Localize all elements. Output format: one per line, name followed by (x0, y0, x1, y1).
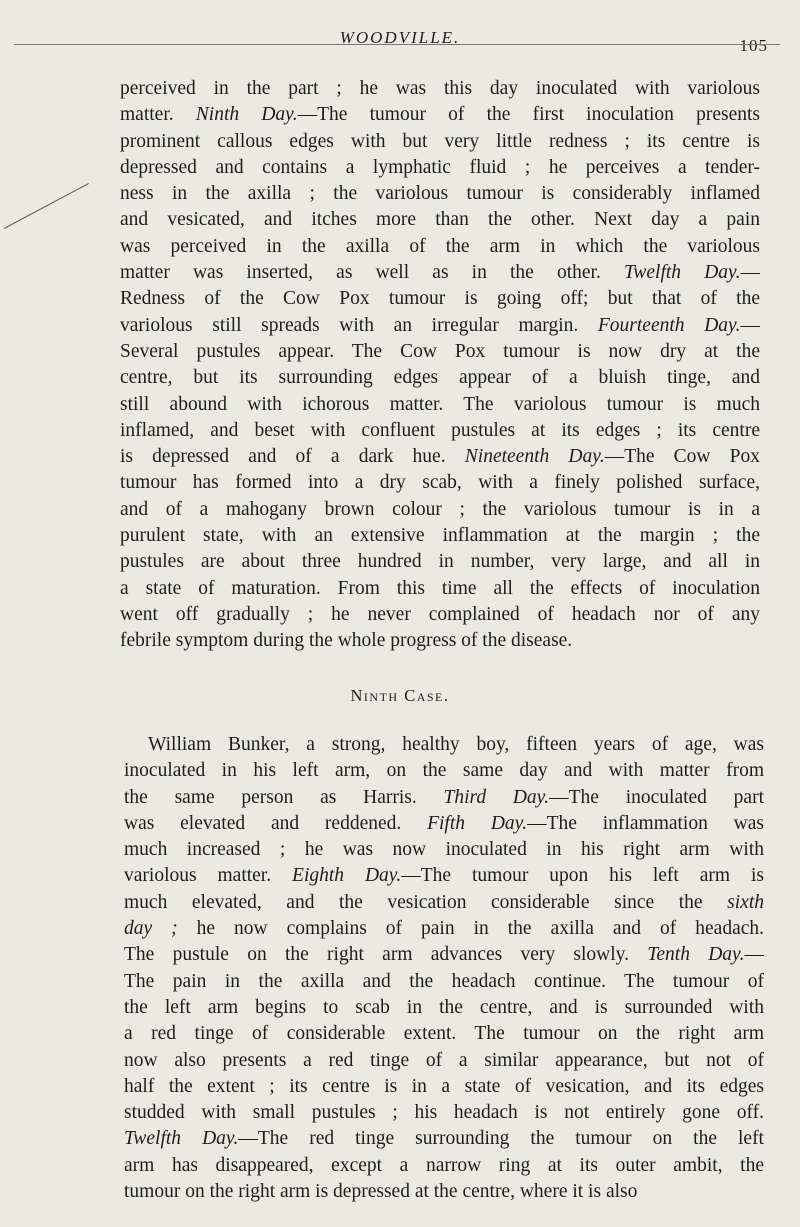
text-span: arm has disappeared, except a narrow ring at its outer ambit, the (124, 1154, 764, 1176)
running-title: WOODVILLE. (339, 28, 461, 47)
text-line (120, 155, 760, 181)
text-line (120, 260, 760, 286)
text-span: Fourteenth Day. (597, 314, 741, 336)
text-line (124, 995, 764, 1021)
text-line (124, 1074, 764, 1100)
text-line (120, 129, 760, 155)
text-span: still abound with ichorous matter. The variolous tumour is much (120, 393, 760, 415)
text-span: tumour on the right arm is depressed at the centre, where it is also (124, 1181, 638, 1203)
text-span: Tenth Day. (647, 944, 745, 966)
text-span: —The inflammation was (527, 812, 764, 834)
text-line (120, 523, 760, 549)
section-heading-text: Ninth Case. (350, 686, 450, 705)
text-span: a state of maturation. From this time all the effects of inoculation (120, 577, 760, 599)
text-span: now also presents a red tinge of a similar appearance, but not of (124, 1049, 764, 1071)
text-line (120, 628, 760, 654)
text-line (124, 811, 764, 837)
text-span: — (740, 262, 760, 284)
text-span: studded with small pustules ; his headach is not entirely gone off. (124, 1102, 764, 1124)
text-span: variolous matter. (124, 865, 293, 887)
text-span: William Bunker, a strong, healthy boy, fifteen years of age, was (148, 734, 764, 755)
text-span: and vesicated, and itches more than the other. Next day a pain (120, 209, 760, 231)
paragraph-continuation (120, 76, 760, 655)
text-span: Fifth Day. (427, 812, 528, 834)
text-span: —The tumour of the first inoculation presents (297, 104, 760, 126)
text-line (120, 76, 760, 102)
text-line (124, 942, 764, 968)
text-span: matter. (120, 104, 196, 126)
text-span: much elevated, and the vesication considerable since the (124, 891, 728, 913)
text-span: much increased ; he was now inoculated in his right arm with (124, 839, 764, 861)
text-span: he now complains of pain in the axilla and of headach. (177, 918, 764, 940)
text-span: —The red tinge surrounding the tumour on the left (238, 1128, 764, 1150)
text-span: purulent state, with an extensive inflammation at the margin ; the (120, 525, 760, 547)
text-span: went off gradually ; he never complained of headach nor of any (120, 603, 760, 625)
page-number: 105 (739, 36, 768, 55)
text-line (120, 207, 760, 233)
text-span: a red tinge of considerable extent. The tumour on the right arm (124, 1023, 764, 1045)
text-line (120, 444, 760, 470)
text-span: Ninth Day. (195, 104, 298, 126)
text-span: Twelfth Day. (124, 1128, 239, 1150)
text-span: febrile symptom during the whole progress of the disease. (120, 630, 573, 652)
text-line (124, 837, 764, 863)
text-line (124, 732, 764, 758)
text-line (124, 758, 764, 784)
text-line (120, 365, 760, 391)
text-span: half the extent ; its centre is in a state of vesication, and its edges (124, 1075, 764, 1097)
text-span: variolous still spreads with an irregular margin. (120, 314, 598, 336)
text-span: Third Day. (443, 786, 550, 808)
text-span: prominent callous edges with but very little redness ; its centre is (120, 130, 760, 152)
text-span: Redness of the Cow Pox tumour is going off; but that of the (120, 288, 760, 310)
text-span: —The Cow Pox (604, 446, 760, 468)
text-line (120, 102, 760, 128)
text-span: Eighth Day. (292, 865, 402, 887)
text-span: —The inoculated part (549, 786, 764, 808)
text-line (124, 969, 764, 995)
text-span: the same person as Harris. (124, 786, 444, 808)
text-line (124, 1179, 764, 1205)
text-line (120, 549, 760, 575)
text-line (124, 890, 764, 916)
text-span: Twelfth Day. (624, 262, 741, 284)
text-span: sixth (727, 891, 764, 913)
text-line (124, 1021, 764, 1047)
text-line (120, 313, 760, 339)
text-span: —The tumour upon his left arm is (401, 865, 764, 887)
header-rule (14, 44, 780, 45)
text-line (120, 392, 760, 418)
text-span: inoculated in his left arm, on the same day and with matter from (124, 760, 764, 782)
text-line (124, 1153, 764, 1179)
margin-pencil-mark (4, 183, 89, 229)
text-line (120, 234, 760, 260)
text-line (124, 1048, 764, 1074)
text-span: tumour has formed into a dry scab, with a finely polished surface, (120, 472, 760, 494)
text-span: the left arm begins to scab in the centre, and is surrounded with (124, 996, 764, 1018)
text-line (124, 785, 764, 811)
text-line (120, 470, 760, 496)
text-span: is depressed and of a dark hue. (120, 446, 465, 468)
text-span: The pustule on the right arm advances very slowly. (124, 944, 648, 966)
text-span: and of a mahogany brown colour ; the variolous tumour is in a (120, 498, 760, 520)
text-line (120, 181, 760, 207)
text-span: depressed and contains a lymphatic fluid ; he perceives a tender- (120, 156, 760, 178)
paragraph-ninth-case (124, 732, 764, 1205)
text-line (120, 576, 760, 602)
text-span: Several pustules appear. The Cow Pox tumour is now dry at the (120, 340, 760, 362)
text-span: Nineteenth Day. (464, 446, 605, 468)
text-span: — (744, 944, 764, 966)
text-line (124, 916, 764, 942)
text-span: inflamed, and beset with confluent pustules at its edges ; its centre (120, 419, 760, 441)
section-heading (0, 686, 800, 706)
text-span: was perceived in the axilla of the arm in which the variolous (120, 235, 760, 257)
text-span: centre, but its surrounding edges appear of a bluish tinge, and (120, 367, 760, 389)
text-line (124, 1100, 764, 1126)
text-span: pustules are about three hundred in number, very large, and all in (120, 551, 760, 573)
text-span: — (740, 314, 760, 336)
text-line (124, 1126, 764, 1152)
text-span: day ; (124, 918, 178, 940)
text-span: matter was inserted, as well as in the other. (120, 262, 624, 284)
text-span: perceived in the part ; he was this day inoculated with variolous (120, 78, 760, 99)
text-span: ness in the axilla ; the variolous tumour is considerably inflamed (120, 183, 760, 205)
text-line (120, 497, 760, 523)
text-line (120, 286, 760, 312)
text-span: was elevated and reddened. (124, 812, 428, 834)
text-line (120, 602, 760, 628)
text-line (120, 339, 760, 365)
text-line (124, 863, 764, 889)
text-line (120, 418, 760, 444)
text-span: The pain in the axilla and the headach continue. The tumour of (124, 970, 764, 992)
